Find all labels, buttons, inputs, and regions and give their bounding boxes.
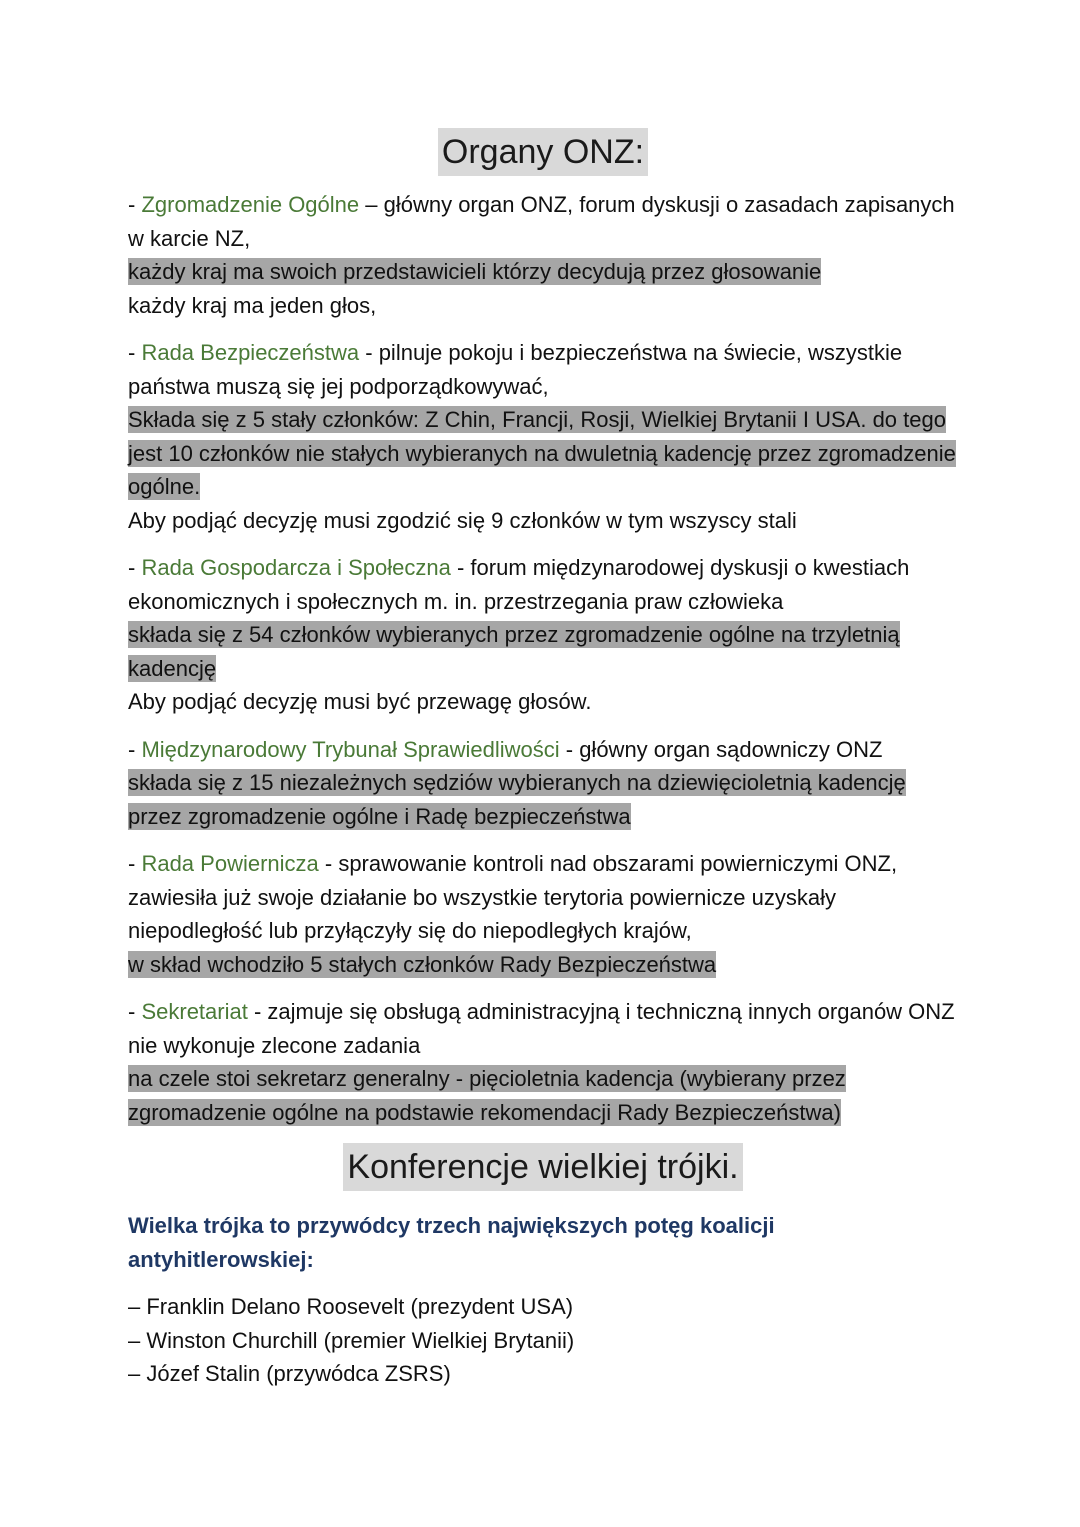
organ-extra: każdy kraj ma jeden głos, <box>128 292 377 318</box>
organ-name: Sekretariat <box>141 999 248 1024</box>
dash: - <box>128 851 142 876</box>
organ-highlight: na czele stoi sekretarz generalny - pięcioletnia kadencja (wybierany przez zgromadzenie ogólne na podstawie rekomendacji Rady Bezpieczeństwa) <box>128 1066 846 1125</box>
intro-text: Wielka trójka to przywódcy trzech największych potęg koalicji antyhitlerowskiej: <box>128 1213 775 1272</box>
organ-highlight: w skład wchodziło 5 stałych członków Rady Bezpieczeństwa <box>128 951 717 977</box>
list-item: – Józef Stalin (przywódca ZSRS) <box>128 1361 451 1386</box>
dash: - <box>128 192 142 217</box>
organ-description: – główny organ ONZ, forum dyskusji o zasadach zapisanych w karcie NZ, <box>128 192 955 251</box>
dash: - <box>128 999 142 1024</box>
list-item: – Franklin Delano Roosevelt (prezydent USA) <box>128 1294 574 1319</box>
organ-description: - sprawowanie kontroli nad obszarami powierniczymi ONZ, zawiesiła już swoje działanie bo wszystkie terytoria powiernicze uzyskały niepodległość lub przyłączyły się do niepodległych krajów, <box>128 851 898 943</box>
organ-name: Rada Bezpieczeństwa <box>141 340 360 365</box>
section-title: Konferencje wielkiej trójki. <box>343 1143 742 1191</box>
organ-extra: Aby podjąć decyzję musi być przewagę głosów. <box>128 689 592 714</box>
organ-section <box>128 847 958 981</box>
organ-section <box>128 995 958 1129</box>
organ-description: - główny organ sądowniczy ONZ <box>559 736 883 762</box>
page-title: Organy ONZ: <box>438 128 648 176</box>
organ-section <box>128 188 958 322</box>
organ-name: Zgromadzenie Ogólne <box>141 192 360 217</box>
organ-highlight: składa się z 15 niezależnych sędziów wybieranych na dziewięcioletnią kadencję przez zgromadzenie ogólne i Radę bezpieczeństwa <box>128 770 906 829</box>
organ-section <box>128 336 958 537</box>
organ-section <box>128 733 958 834</box>
organ-description: - pilnuje pokoju i bezpieczeństwa na świecie, wszystkie państwa muszą się jej podporządkowywać, <box>128 340 903 399</box>
organ-highlight: Składa się z 5 stały członków: Z Chin, Francji, Rosji, Wielkiej Brytanii I USA. do tego jest 10 członków nie stałych wybieranych na dwuletnią kadencję przez zgromadzenie ogólne. <box>128 407 956 499</box>
organ-name: Międzynarodowy Trybunał Sprawiedliwości <box>141 736 560 762</box>
dash: - <box>128 340 142 365</box>
title-wrap <box>128 128 958 176</box>
title2-wrap <box>128 1143 958 1191</box>
organ-name: Rada Powiernicza <box>141 851 319 876</box>
organ-description: - forum międzynarodowej dyskusji o kwestiach ekonomicznych i społecznych m. in. przestrzegania praw człowieka <box>128 555 910 614</box>
organ-extra: Aby podjąć decyzję musi zgodzić się 9 członków w tym wszyscy stali <box>128 507 797 533</box>
leaders-list <box>128 1290 958 1391</box>
dash: - <box>128 555 142 580</box>
organ-section <box>128 551 958 719</box>
organ-description: - zajmuje się obsługą administracyjną i techniczną innych organów ONZ nie wykonuje zlecone zadania <box>128 999 955 1058</box>
dash: - <box>128 736 142 762</box>
list-item: – Winston Churchill (premier Wielkiej Brytanii) <box>128 1327 575 1353</box>
organ-highlight: każdy kraj ma swoich przedstawicieli którzy decydują przez głosowanie <box>128 259 822 284</box>
document-page <box>128 128 958 1391</box>
organ-highlight: składa się z 54 członków wybieranych przez zgromadzenie ogólne na trzyletnią kadencję <box>128 622 900 681</box>
organ-name: Rada Gospodarcza i Społeczna <box>141 555 451 580</box>
